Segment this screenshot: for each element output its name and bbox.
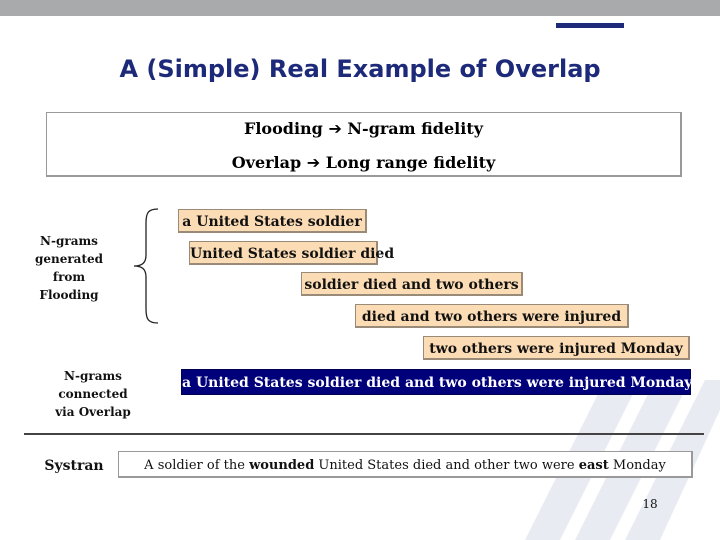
ngrams-generated-label bbox=[28, 232, 110, 304]
divider bbox=[24, 433, 704, 435]
ngrams-connected-label bbox=[30, 367, 156, 421]
systran-error-word: east bbox=[578, 458, 609, 473]
systran-label: Systran bbox=[44, 458, 104, 474]
ngram-box: died and two others were injured bbox=[355, 304, 629, 328]
label-line: via Overlap bbox=[55, 405, 131, 419]
systran-text: Monday bbox=[608, 458, 666, 473]
arrow-right-icon: ➔ bbox=[306, 153, 321, 172]
page-number: 18 bbox=[642, 497, 658, 511]
curly-brace-icon bbox=[128, 205, 164, 327]
label-line: Flooding bbox=[39, 288, 99, 302]
top-bar-accent bbox=[556, 23, 624, 28]
fidelity-line-overlap bbox=[47, 153, 680, 172]
systran-text: A soldier of the bbox=[144, 458, 250, 473]
fidelity-line-flooding bbox=[47, 119, 680, 138]
ngram-box: United States soldier died bbox=[189, 241, 378, 265]
slide-title: A (Simple) Real Example of Overlap bbox=[119, 55, 601, 83]
ngram-box: a United States soldier bbox=[178, 209, 367, 233]
fidelity-result: Long range fidelity bbox=[325, 153, 496, 172]
ngram-box: two others were injured Monday bbox=[423, 336, 690, 360]
systran-text: United States died and other two were bbox=[314, 458, 579, 473]
systran-output-box bbox=[118, 451, 693, 478]
top-bar bbox=[0, 0, 720, 16]
fidelity-box bbox=[46, 112, 682, 177]
fidelity-term: Flooding bbox=[243, 119, 323, 138]
label-line: from bbox=[52, 270, 86, 284]
ngram-box: soldier died and two others bbox=[301, 272, 523, 296]
label-line: generated bbox=[34, 252, 104, 266]
label-line: N-grams bbox=[40, 234, 98, 248]
systran-error-word: wounded bbox=[249, 458, 315, 473]
arrow-right-icon: ➔ bbox=[328, 119, 342, 138]
fidelity-result: N-gram fidelity bbox=[347, 119, 484, 138]
fidelity-term: Overlap bbox=[231, 153, 302, 172]
label-line: N-grams connected bbox=[58, 369, 128, 401]
connected-sentence-box: a United States soldier died and two others were injured Monday bbox=[181, 369, 691, 395]
